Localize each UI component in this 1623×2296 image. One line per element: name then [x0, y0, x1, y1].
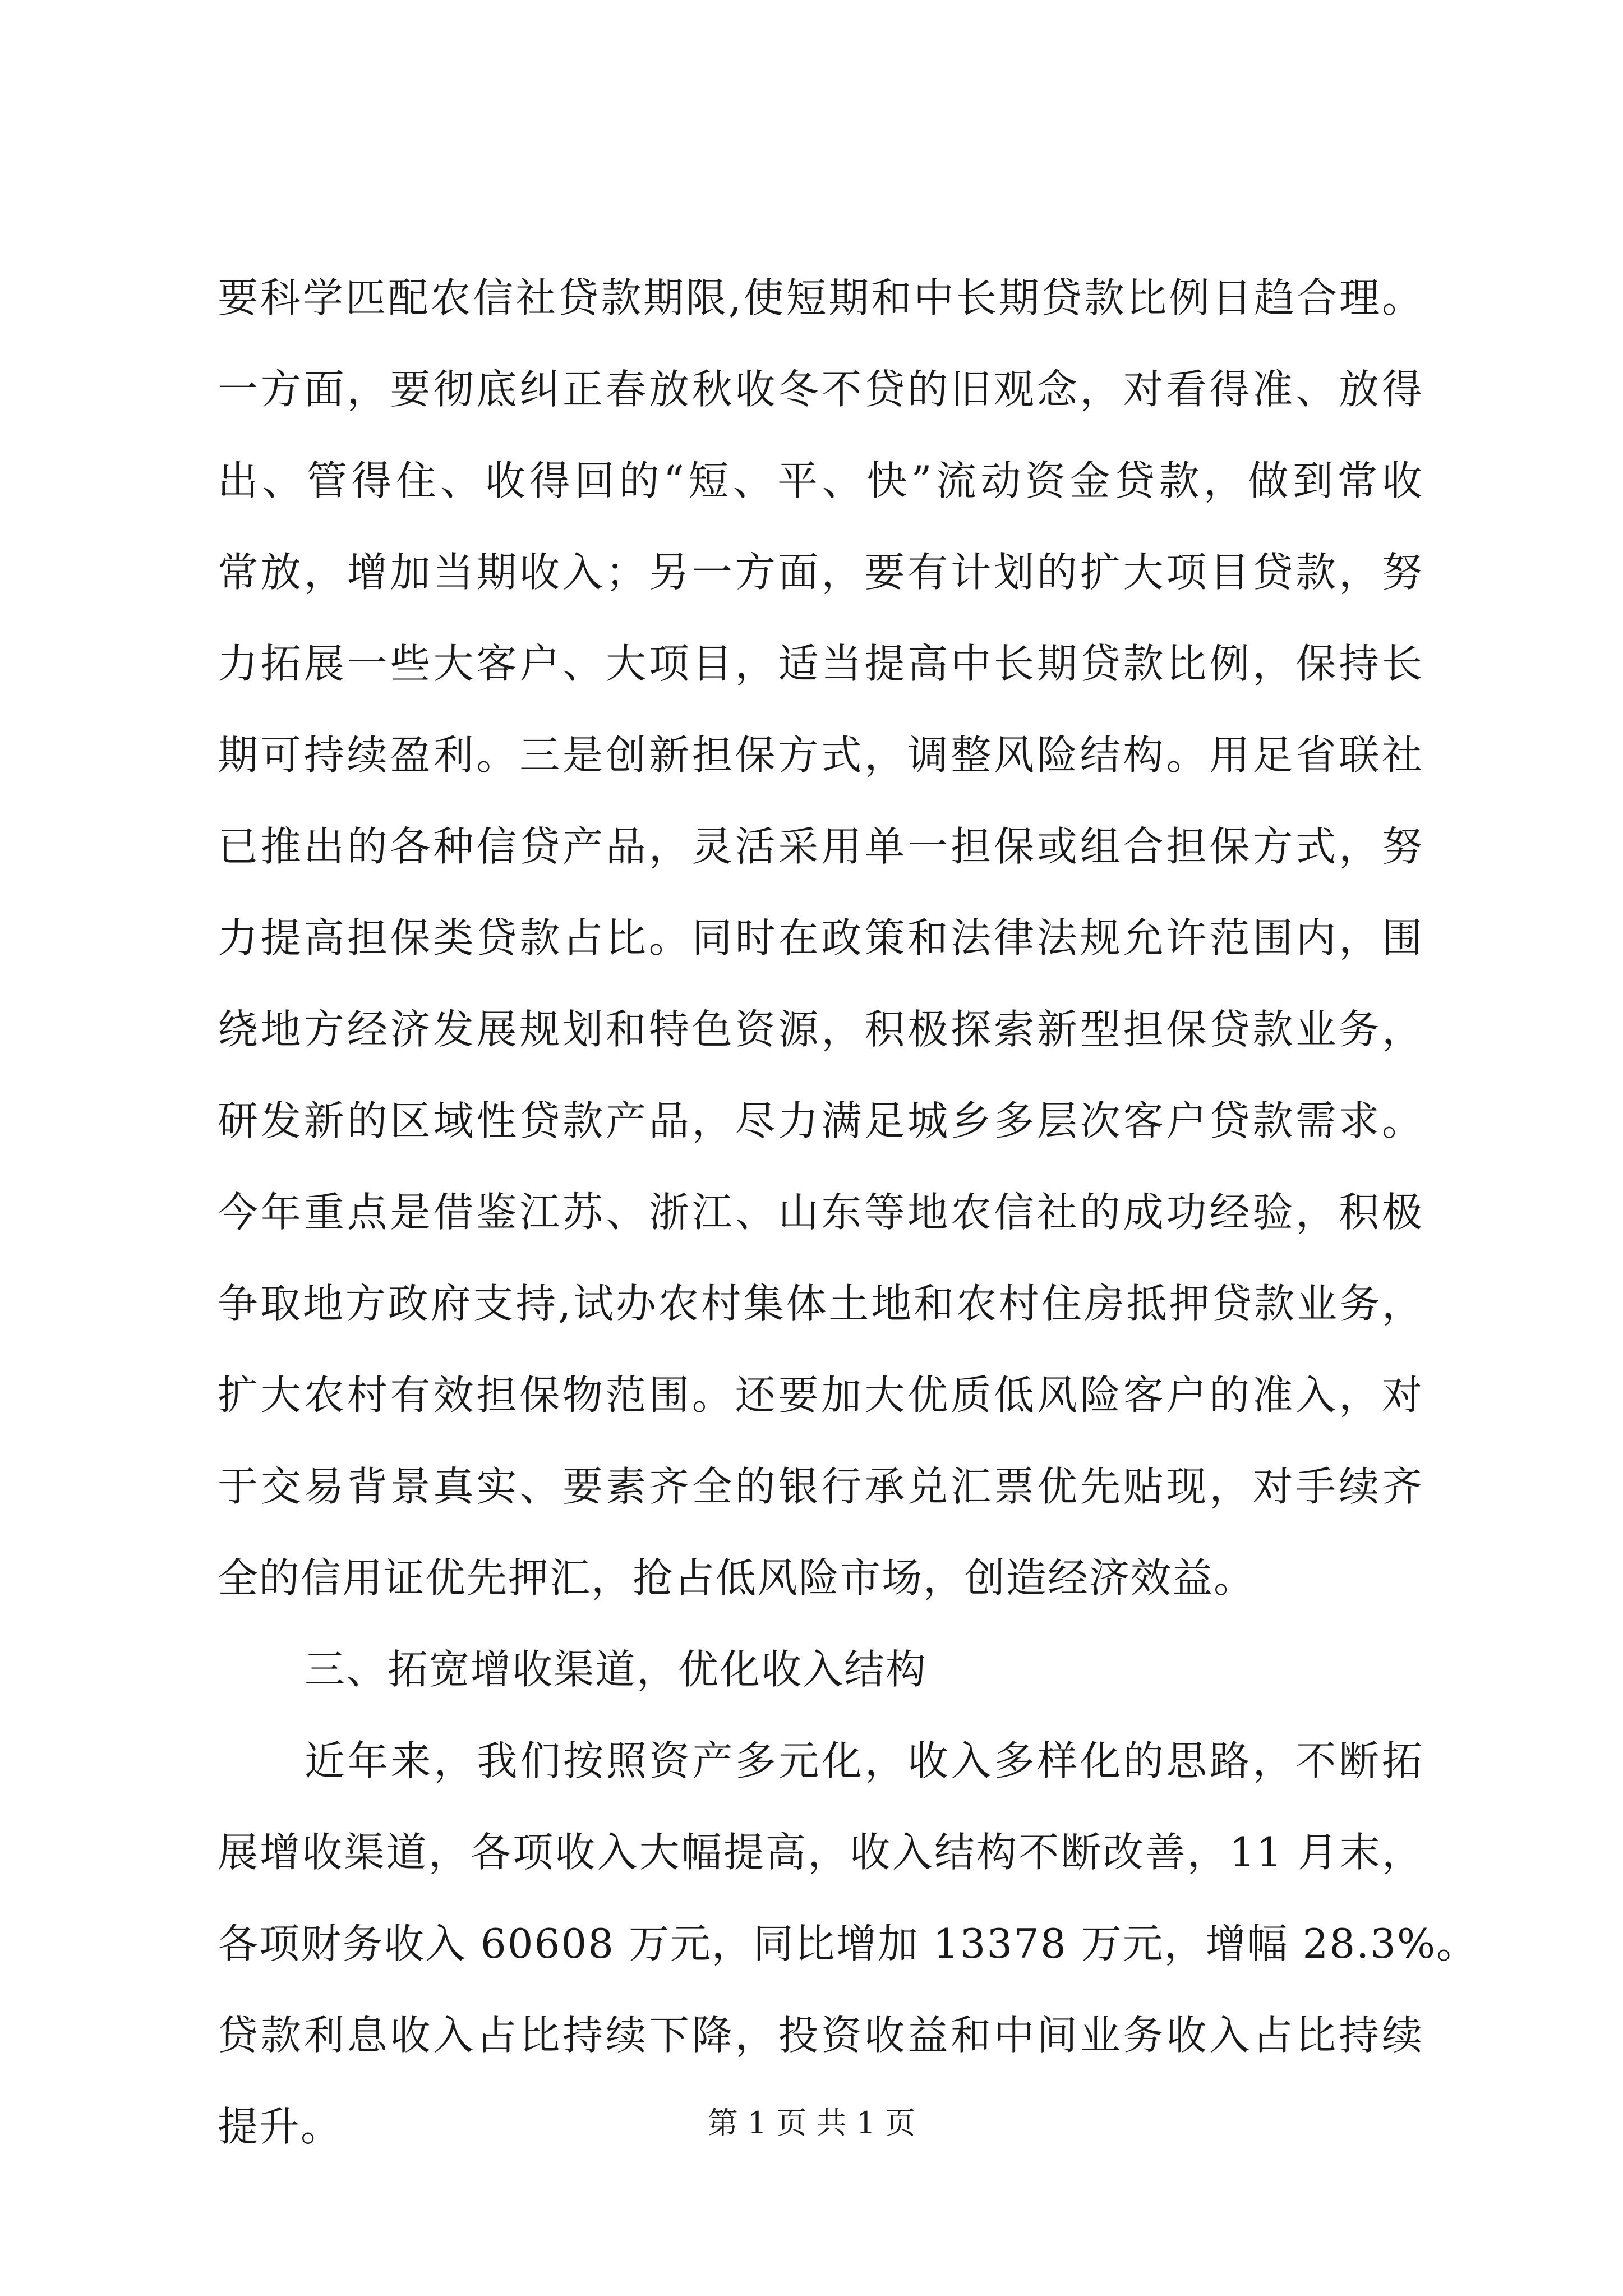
paragraph-line: 一方面，要彻底纠正春放秋收冬不贷的旧观念，对看得准、放得: [218, 366, 1423, 413]
paragraph-line: 展增收渠道，各项收入大幅提高，收入结构不断改善，11 月末，: [218, 1829, 1423, 1876]
paragraph-line: 近年来，我们按照资产多元化，收入多样化的思路，不断拓: [305, 1737, 1423, 1784]
page-number-footer: 第 1 页 共 1 页: [707, 2105, 916, 2141]
paragraph-line: 于交易背景真实、要素齐全的银行承兑汇票优先贴现，对手续齐: [218, 1463, 1423, 1510]
paragraph-line: 贷款利息收入占比持续下降，投资收益和中间业务收入占比持续: [218, 2012, 1423, 2059]
paragraph-line: 力提高担保类贷款占比。同时在政策和法律法规允许范围内，围: [218, 914, 1423, 961]
document-body: [218, 252, 1478, 2173]
paragraph-line: 扩大农村有效担保物范围。还要加大优质低风险客户的准入，对: [218, 1372, 1423, 1419]
section-heading: 三、拓宽增收渠道，优化收入结构: [305, 1646, 928, 1693]
paragraph-line: 各项财务收入 60608 万元，同比增加 13378 万元，增幅 28.3%。: [218, 1920, 1478, 1967]
paragraph-line: 绕地方经济发展规划和特色资源，积极探索新型担保贷款业务，: [218, 1006, 1423, 1053]
paragraph-line: 出、管得住、收得回的“短、平、快”流动资金贷款，做到常收: [218, 457, 1423, 504]
paragraph-line: 全的信用证优先押汇，抢占低风险市场，创造经济效益。: [218, 1554, 1256, 1602]
paragraph-line: 期可持续盈利。三是创新担保方式，调整风险结构。用足省联社: [218, 731, 1423, 779]
paragraph-line: 常放，增加当期收入；另一方面，要有计划的扩大项目贷款，努: [218, 549, 1423, 596]
paragraph-line: 争取地方政府支持,试办农村集体土地和农村住房抵押贷款业务，: [218, 1280, 1423, 1327]
paragraph-line: 提升。: [218, 2103, 343, 2150]
paragraph-line: 今年重点是借鉴江苏、浙江、山东等地农信社的成功经验，积极: [218, 1189, 1423, 1236]
paragraph-line: 力拓展一些大客户、大项目，适当提高中长期贷款比例，保持长: [218, 640, 1423, 687]
paragraph-line: 研发新的区域性贷款产品，尽力满足城乡多层次客户贷款需求。: [218, 1097, 1423, 1144]
paragraph-line: 要科学匹配农信社贷款期限,使短期和中长期贷款比例日趋合理。: [218, 274, 1423, 321]
paragraph-line: 已推出的各种信贷产品，灵活采用单一担保或组合担保方式，努: [218, 823, 1423, 870]
